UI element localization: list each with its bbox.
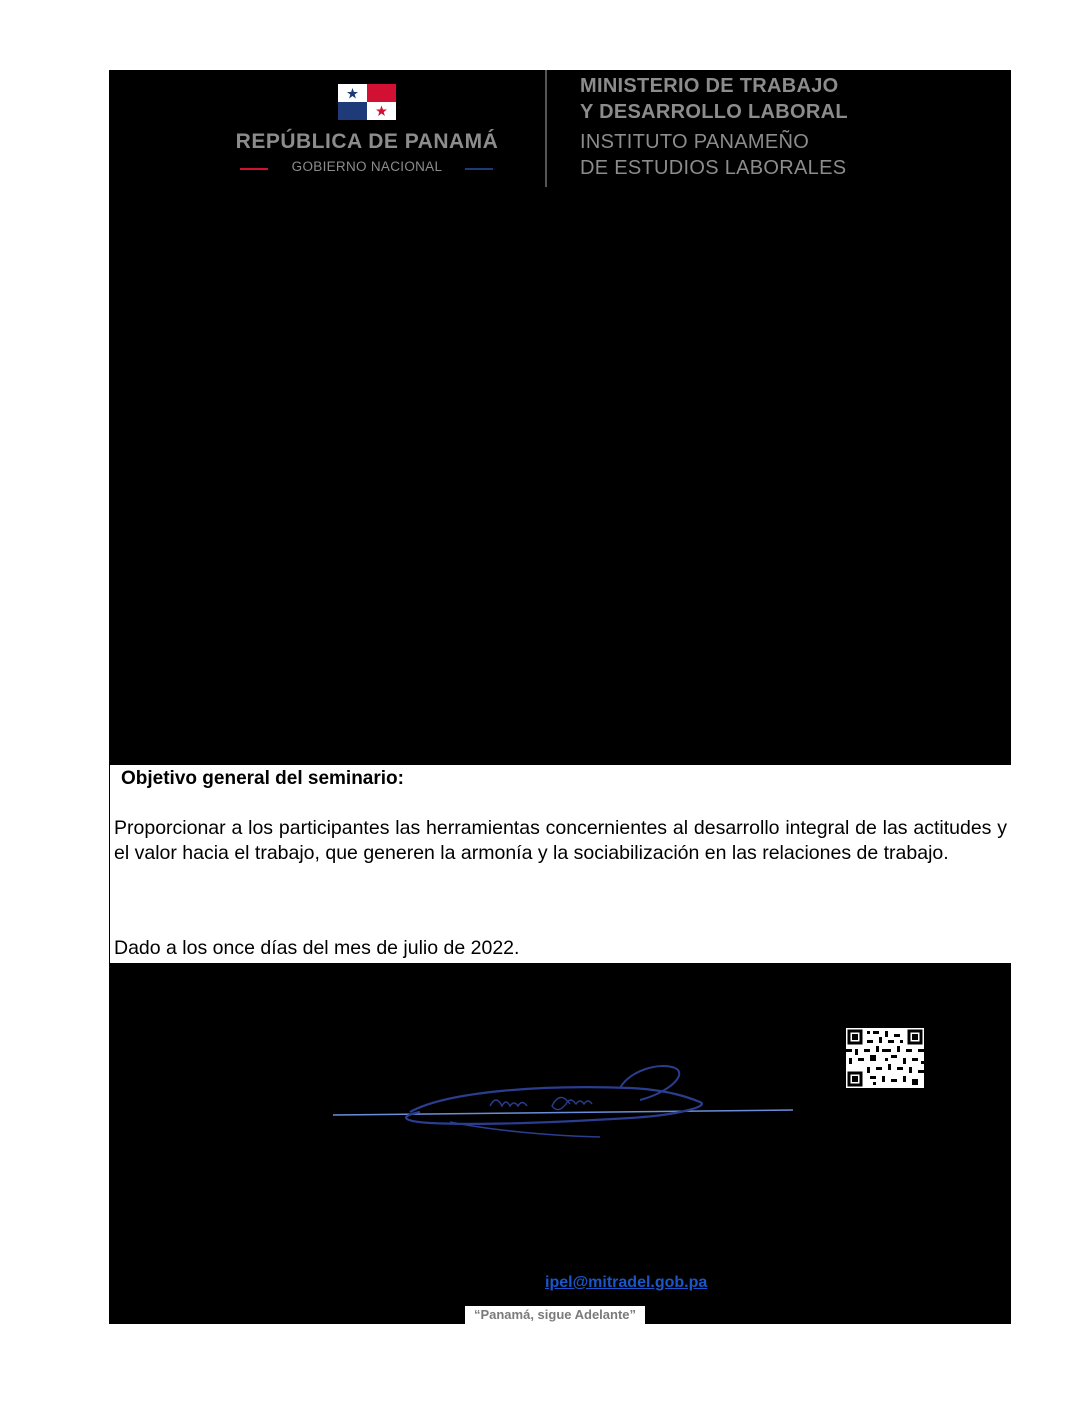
ministry-name-line2: Y DESARROLLO LABORAL — [580, 101, 848, 123]
dated-text: Dado a los once días del mes de julio de 2022. — [114, 937, 520, 959]
contact-email-link[interactable]: ipel@mitradel.gob.pa — [545, 1274, 708, 1291]
ministry-name-line1: MINISTERIO DE TRABAJO — [580, 75, 839, 97]
objective-heading: Objetivo general del seminario: — [121, 768, 404, 789]
objective-text: Proporcionar a los participantes las herramientas concernientes al desarrollo integral de las actitudes y el valor hacia el trabajo, que generen la armonía y la sociabilización en las relaciones de trabajo. — [114, 817, 1007, 864]
handwritten-signature — [330, 1060, 800, 1145]
country-title: REPÚBLICA DE PANAMÁ — [235, 130, 499, 153]
redacted-region-top — [109, 70, 1011, 765]
slogan-text: “Panamá, sigue Adelante” — [465, 1306, 645, 1324]
institute-name-line2: DE ESTUDIOS LABORALES — [580, 157, 847, 179]
country-subtitle: GOBIERNO NACIONAL — [291, 159, 443, 174]
header-divider — [545, 70, 547, 187]
decorative-blue-line — [465, 168, 493, 170]
panama-flag-icon — [338, 84, 396, 120]
page-border-left — [109, 765, 110, 963]
qr-code-icon — [846, 1028, 924, 1088]
institute-name-line1: INSTITUTO PANAMEÑO — [580, 131, 810, 153]
